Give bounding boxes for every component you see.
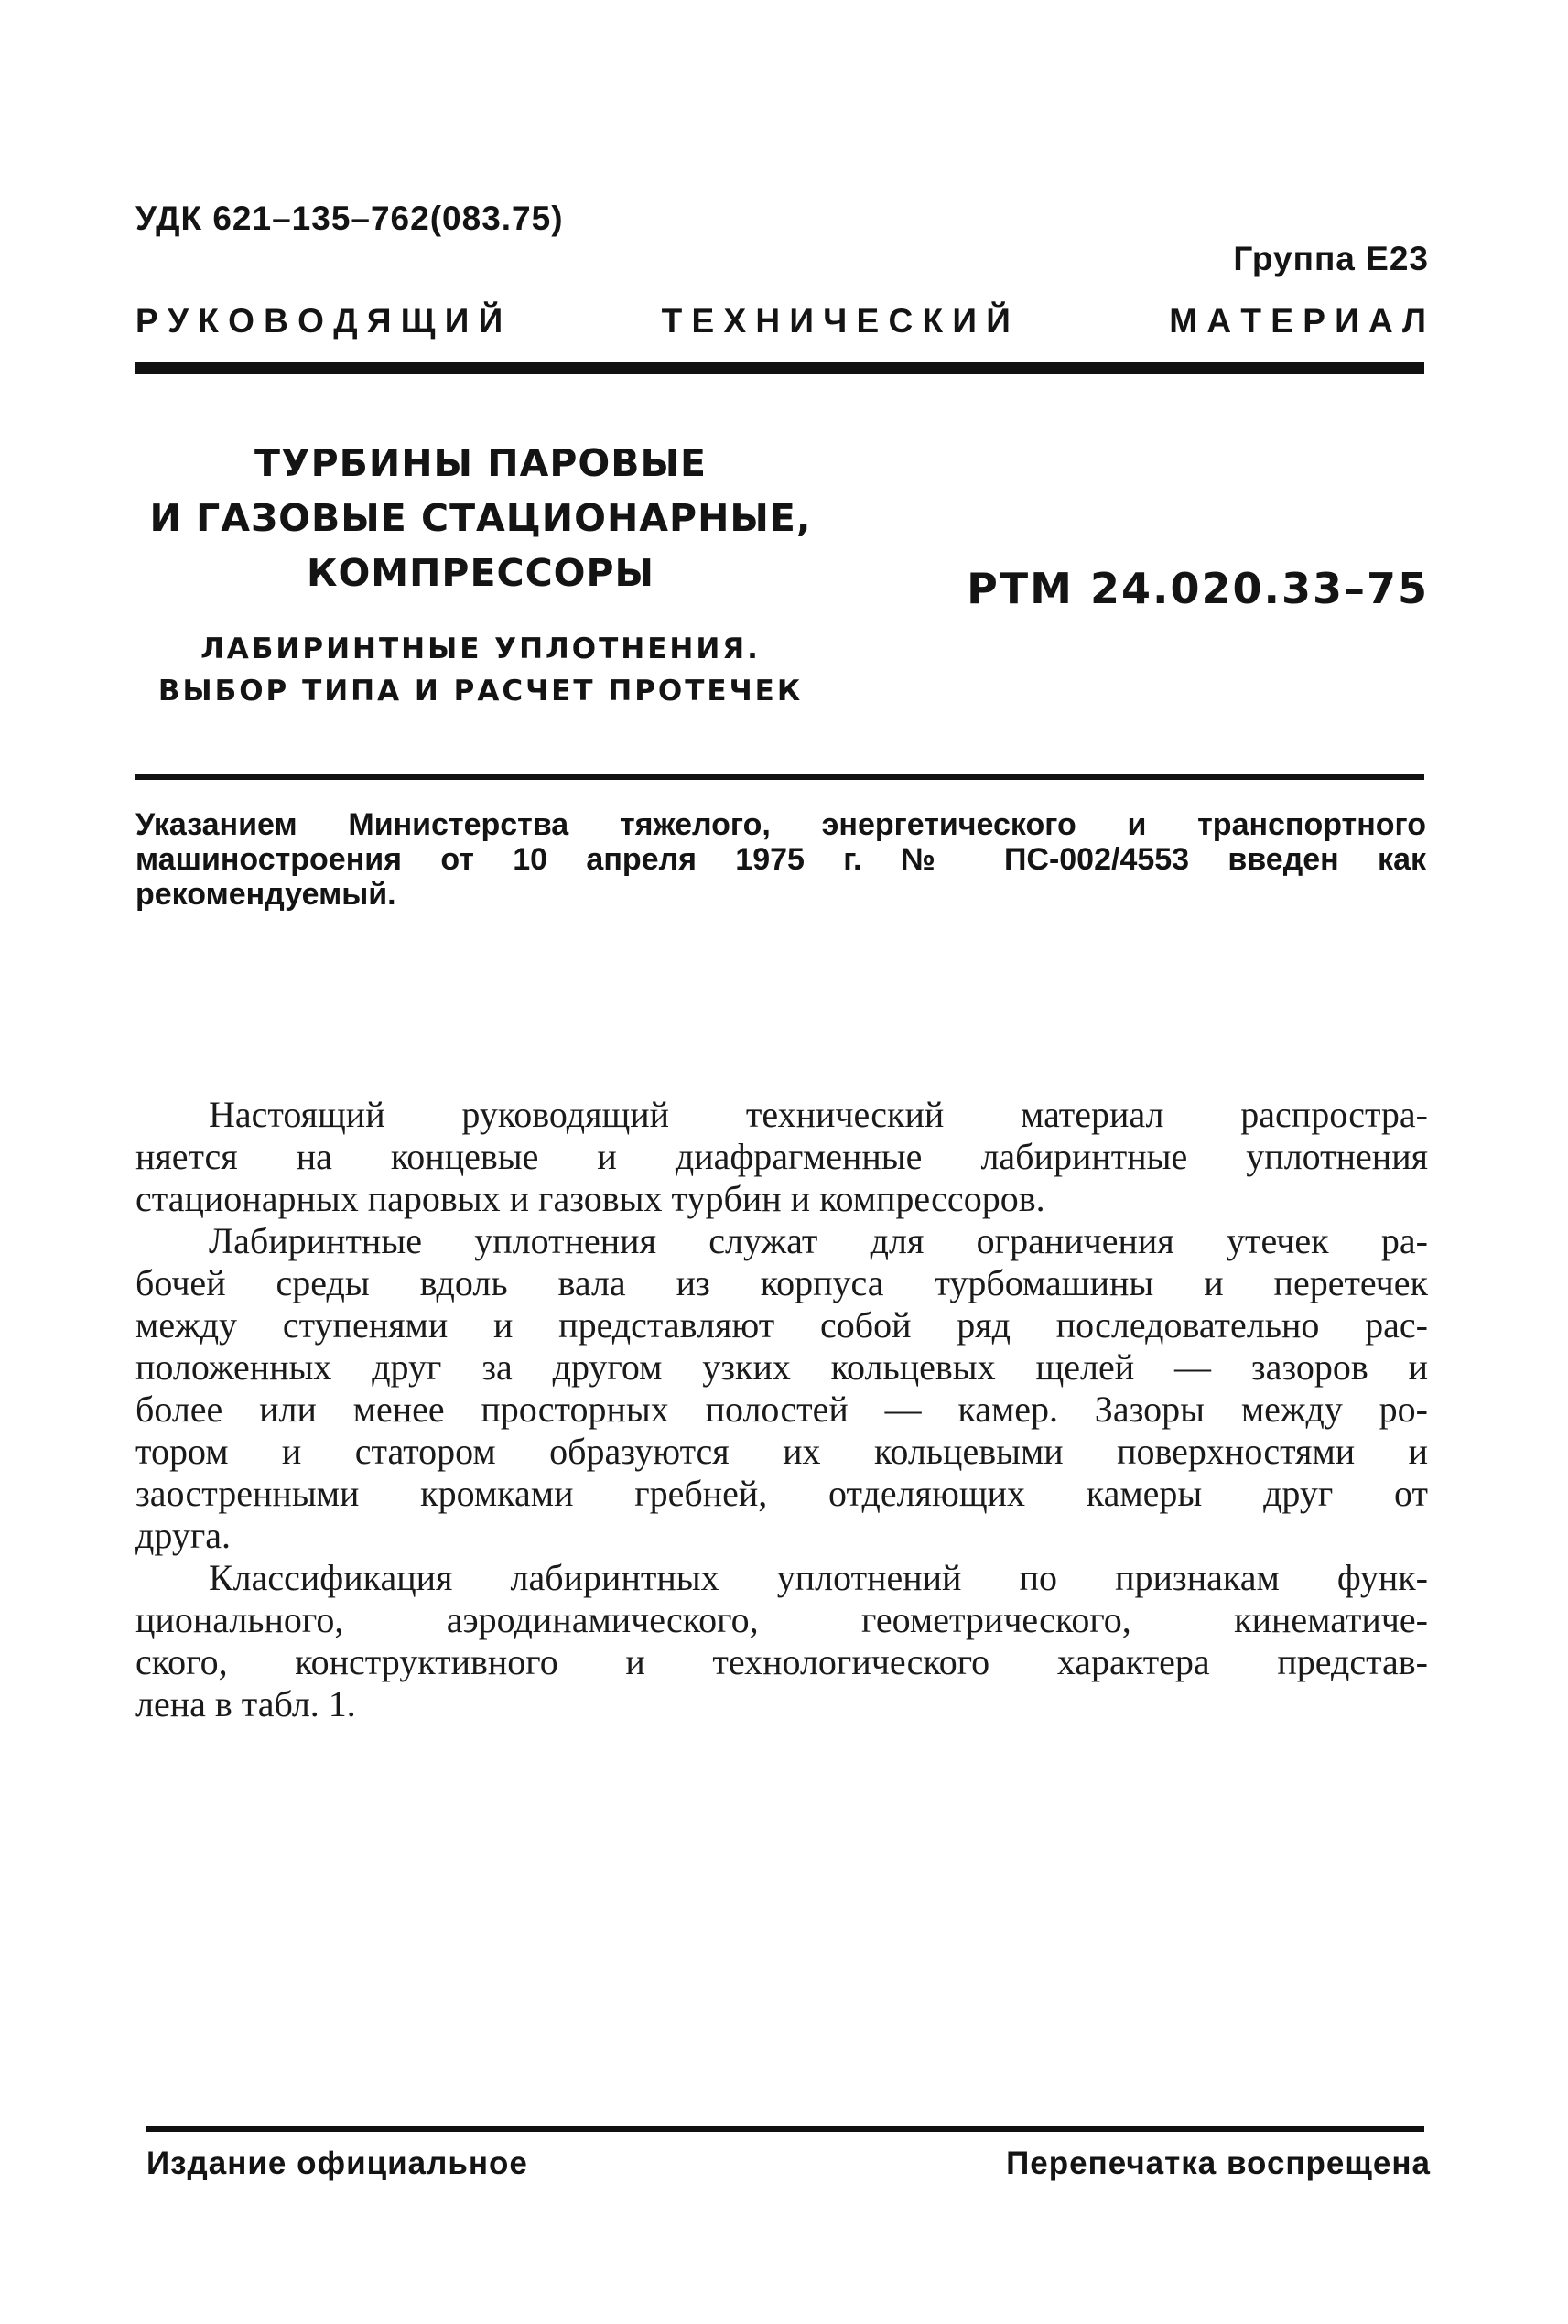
group-label: Группа Е23: [1233, 240, 1429, 277]
footer-reprint-notice: Перепечатка воспрещена: [1006, 2146, 1431, 2181]
body-line: Настоящий руководящий технический материал распростра-: [209, 1094, 1428, 1135]
udk-code: УДК 621–135–762(083.75): [135, 200, 564, 237]
decree-line: Указанием Министерства тяжелого, энергетического и транспортного: [135, 807, 1426, 842]
body-line: более или менее просторных полостей — камер. Зазоры между ро-: [135, 1389, 1428, 1430]
body-line: лена в табл. 1.: [135, 1683, 356, 1724]
body-line: Лабиринтные уплотнения служат для ограничения утечек ра-: [209, 1220, 1428, 1261]
body-line: няется на концевые и диафрагменные лабиринтные уплотнения: [135, 1136, 1428, 1177]
footer-official-edition: Издание официальное: [146, 2146, 528, 2181]
subtitle-line: ЛАБИРИНТНЫЕ УПЛОТНЕНИЯ.: [200, 632, 761, 665]
title-line: КОМПРЕССОРЫ: [306, 551, 655, 595]
title-line: ТУРБИНЫ ПАРОВЫЕ: [254, 441, 707, 485]
body-line: стационарных паровых и газовых турбин и компрессоров.: [135, 1178, 1045, 1219]
body-line: ционального, аэродинамического, геометрического, кинематиче-: [135, 1599, 1428, 1640]
header-divider: [135, 362, 1424, 374]
footer-divider: [146, 2126, 1424, 2132]
body-line: положенных друг за другом узких кольцевых щелей — зазоров и: [135, 1346, 1428, 1388]
body-text: [135, 1094, 1428, 1725]
body-line: тором и статором образуются их кольцевыми поверхностями и: [135, 1431, 1428, 1472]
body-line: ского, конструктивного и технологического характера представ-: [135, 1641, 1428, 1682]
body-line: Классификация лабиринтных уплотнений по признакам функ-: [209, 1557, 1428, 1598]
category-word: Т Е Х Н И Ч Е С К И Й: [661, 302, 1011, 340]
body-line: заостренными кромками гребней, отделяющих камеры друг от: [135, 1473, 1428, 1514]
category-word: М А Т Е Р И А Л: [1169, 302, 1426, 340]
decree-paragraph: [135, 807, 1426, 912]
body-line: бочей среды вдоль вала из корпуса турбомашины и перетечек: [135, 1262, 1428, 1303]
body-line: между ступенями и представляют собой ряд последовательно рас-: [135, 1304, 1428, 1346]
body-line: друга.: [135, 1515, 231, 1556]
title-divider: [135, 774, 1424, 780]
title-line: И ГАЗОВЫЕ СТАЦИОНАРНЫЕ,: [149, 496, 812, 540]
category-word: Р У К О В О Д Я Щ И Й: [135, 302, 503, 340]
decree-line: машиностроения от 10 апреля 1975 г. № ПС-002/4553 введен как: [135, 842, 1426, 877]
document-title: [137, 436, 824, 712]
document-code: РТМ 24.020.33–75: [967, 564, 1429, 613]
subtitle-line: ВЫБОР ТИПА И РАСЧЕТ ПРОТЕЧЕК: [157, 675, 804, 708]
decree-line: рекомендуемый.: [135, 877, 396, 912]
document-category: [135, 302, 1426, 340]
